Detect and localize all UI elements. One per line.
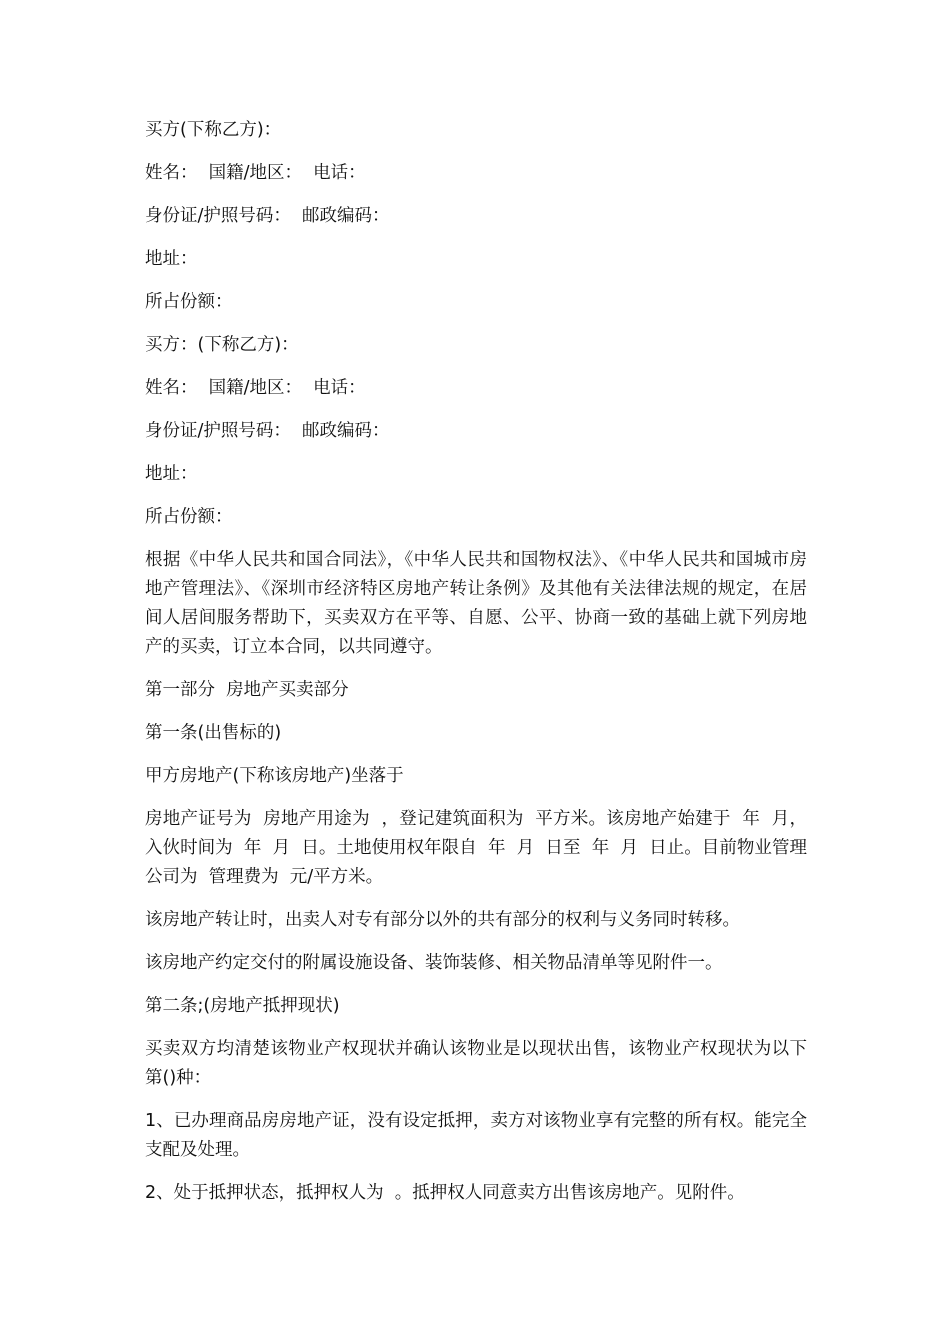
article-two-heading: 第二条;(房地产抵押现状) — [145, 996, 340, 1016]
buyer-1-heading: 买方(下称乙方)： — [145, 120, 282, 140]
buyer-2-share: 所占份额： — [145, 507, 233, 527]
article-one-heading: 第一条(出售标的) — [145, 723, 282, 743]
buyer-1-share: 所占份额： — [145, 292, 233, 312]
buyer-1-address: 地址： — [145, 249, 198, 269]
status-option-2: 2、处于抵押状态，抵押权人为 。抵押权人同意卖方出售该房地产。见附件。 — [145, 1183, 745, 1203]
contract-document — [145, 116, 807, 1222]
status-option-1: 1、已办理商品房房地产证，没有设定抵押，卖方对该物业享有完整的所有权。能完全支配及处理。 — [145, 1111, 807, 1160]
attached-facilities-note: 该房地产约定交付的附属设施设备、装饰装修、相关物品清单等见附件一。 — [145, 953, 723, 973]
buyer-2-address: 地址： — [145, 464, 198, 484]
common-rights-transfer: 该房地产转让时，出卖人对专有部分以外的共有部分的权利与义务同时转移。 — [145, 910, 740, 930]
buyer-2-name-nationality-phone: 姓名： 国籍/地区： 电话： — [145, 378, 366, 398]
property-details-paragraph: 房地产证号为 房地产用途为 ，登记建筑面积为 平方米。该房地产始建于 年 月，入伙时间为 年 月 日。土地使用权年限自 年 月 日至 年 月 日止。目前物业管理公司为 管理费为 元/平方米。 — [145, 809, 807, 887]
buyer-2-id-postcode: 身份证/护照号码： 邮政编码： — [145, 421, 390, 441]
buyer-1-name-nationality-phone: 姓名： 国籍/地区： 电话： — [145, 163, 366, 183]
buyer-2-heading: 买方：(下称乙方)： — [145, 335, 299, 355]
buyer-1-id-postcode: 身份证/护照号码： 邮政编码： — [145, 206, 390, 226]
part-one-heading: 第一部分 房地产买卖部分 — [145, 680, 349, 700]
title-status-paragraph: 买卖双方均清楚该物业产权现状并确认该物业是以现状出售，该物业产权现状为以下第()种： — [145, 1039, 807, 1088]
property-location: 甲方房地产(下称该房地产)坐落于 — [145, 766, 404, 786]
legal-basis-paragraph: 根据《中华人民共和国合同法》，《中华人民共和国物权法》、《中华人民共和国城市房地产管理法》、《深圳市经济特区房地产转让条例》及其他有关法律法规的规定，在居间人居间服务帮助下，买卖双方在平等、自愿、公平、协商一致的基础上就下列房地产的买卖，订立本合同，以共同遵守。 — [145, 550, 807, 657]
